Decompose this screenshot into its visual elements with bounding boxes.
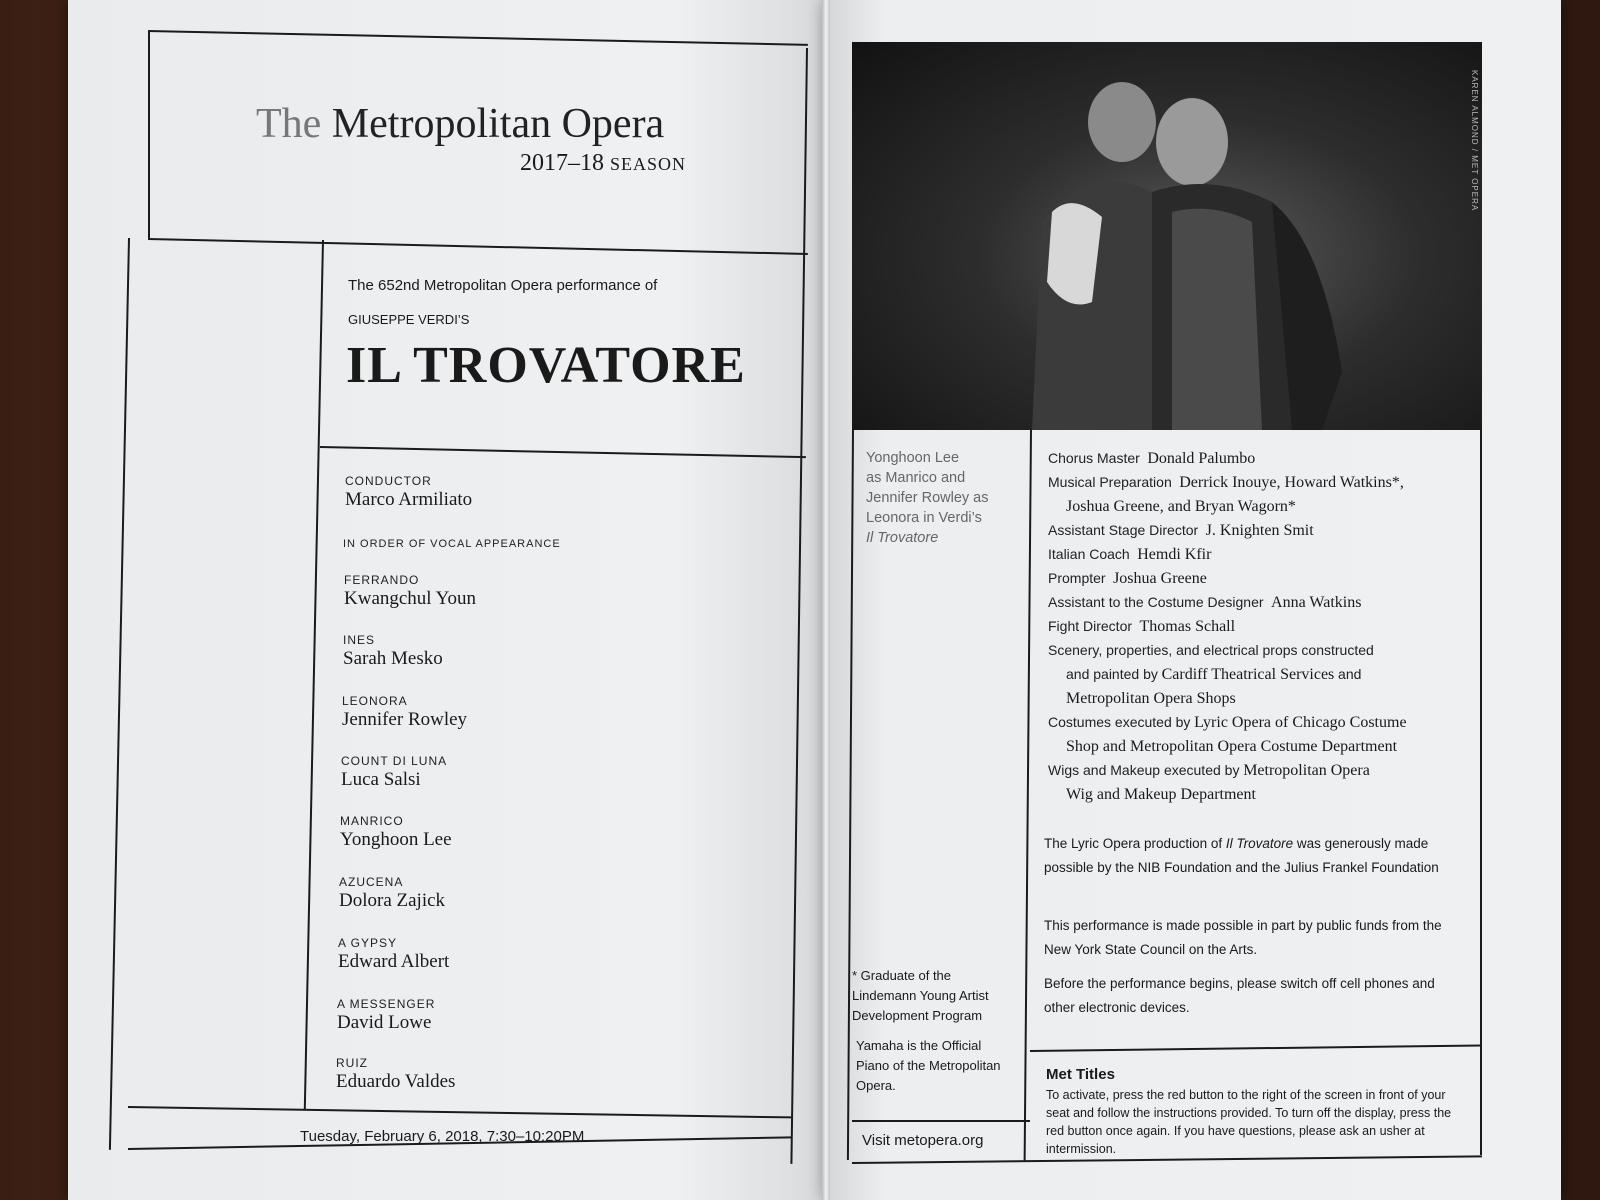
credit-row <box>1066 786 1256 804</box>
cast-name: David Lowe <box>337 1012 432 1033</box>
phones-note: Before the performance begins, please switch off cell phones and other electronic devices. <box>1044 976 1435 1015</box>
conductor-block <box>345 474 472 511</box>
credit-name: Shop and Metropolitan Opera Costume Department <box>1066 738 1398 755</box>
credit-name: Joshua Greene <box>1113 570 1207 587</box>
credit-name: Wig and Makeup Department <box>1066 786 1256 803</box>
credit-name: Thomas Schall <box>1139 618 1236 635</box>
performance-date: Tuesday, February 6, 2018, 7:30–10:20PM <box>300 1128 585 1145</box>
cast-name: Sarah Mesko <box>343 648 443 669</box>
cast-entry <box>342 694 467 731</box>
credit-label: and painted by <box>1066 666 1158 682</box>
credit-name: Derrick Inouye, Howard Watkins*, <box>1179 474 1404 491</box>
credit-name: Anna Watkins <box>1271 594 1362 611</box>
composer: GIUSEPPE VERDI’S <box>348 312 470 327</box>
cast-role: AZUCENA <box>339 875 404 889</box>
credit-label: Assistant to the Costume Designer <box>1048 594 1264 610</box>
credit-row <box>1048 570 1207 588</box>
production-photo <box>852 42 1482 430</box>
cast-role: A GYPSY <box>338 936 398 950</box>
credit-label: Fight Director <box>1048 618 1133 634</box>
credit-label: Assistant Stage Director <box>1048 522 1199 538</box>
cast-entry <box>338 936 449 973</box>
cast-entry <box>336 1056 455 1093</box>
caption-line: as Manrico and <box>866 470 966 486</box>
credit-label: Musical Preparation <box>1048 474 1172 490</box>
season-years: 2017–18 <box>520 150 604 176</box>
credit-row <box>1048 474 1404 492</box>
credit-row <box>1048 450 1255 468</box>
credit-row <box>1066 690 1236 708</box>
public-funds-note: This performance is made possible in part by public funds from the New York State Council on the Arts. <box>1044 918 1442 957</box>
performance-line: The 652nd Metropolitan Opera performance of <box>348 277 658 294</box>
cast-role: RUIZ <box>336 1056 368 1070</box>
cast-role: LEONORA <box>342 694 408 708</box>
cast-role: MANRICO <box>340 814 404 828</box>
lyric-note-part: The Lyric Opera production of <box>1044 836 1223 851</box>
cast-role: COUNT DI LUNA <box>341 754 448 768</box>
credit-row <box>1048 714 1407 732</box>
spine <box>822 0 830 1200</box>
credit-label: Italian Coach <box>1048 546 1130 562</box>
vocal-order-label: IN ORDER OF VOCAL APPEARANCE <box>343 538 561 550</box>
caption-line: Yonghoon Lee <box>866 450 960 466</box>
production-photo-art <box>852 42 1482 430</box>
lyric-note-part: was generously made possible by the NIB Foundation and the Julius Frankel Foundation <box>1044 836 1439 875</box>
met-titles-body: To activate, press the red button to the right of the screen in front of your seat and follow the instructions provided. To turn off the display, press the red button once again. If you have questions, please ask an usher at intermission. <box>1046 1088 1452 1156</box>
credit-row <box>1066 498 1296 516</box>
conductor-role: CONDUCTOR <box>345 474 432 488</box>
season-word: SEASON <box>610 154 687 174</box>
credit-label: Chorus Master <box>1048 450 1140 466</box>
cast-name: Kwangchul Youn <box>344 588 476 609</box>
credit-label: Prompter <box>1048 570 1106 586</box>
credit-name: Donald Palumbo <box>1147 450 1256 467</box>
cast-entry <box>337 997 435 1034</box>
company-title <box>256 100 664 148</box>
frame-left <box>148 32 150 238</box>
title-the: The <box>256 101 322 147</box>
caption-line: Leonora in Verdi’s <box>866 510 982 526</box>
title-opera: Opera <box>561 101 665 147</box>
credit-name: Lyric Opera of Chicago Costume <box>1194 714 1407 731</box>
cast-role: A MESSENGER <box>337 997 436 1011</box>
lyric-note <box>1044 832 1464 880</box>
caption-line: Il Trovatore <box>866 530 939 546</box>
title-metropolitan: Metropolitan <box>331 101 552 147</box>
lyric-note-title: Il Trovatore <box>1225 836 1294 851</box>
cast-name: Edward Albert <box>338 951 450 972</box>
credit-name: Joshua Greene, and Bryan Wagorn* <box>1066 498 1296 515</box>
credit-name: Hemdi Kfir <box>1137 546 1212 563</box>
footnote: * Graduate of the Lindemann Young Artist Development Program <box>852 968 989 1023</box>
credit-row <box>1048 762 1370 780</box>
credit-row <box>1048 546 1211 564</box>
credit-label: Wigs and Makeup executed by <box>1048 762 1240 778</box>
cast-name: Eduardo Valdes <box>336 1071 456 1092</box>
cast-name: Dolora Zajick <box>339 890 446 911</box>
cast-entry <box>343 633 443 670</box>
rframe-visit-divider <box>852 1120 1030 1122</box>
met-titles-heading: Met Titles <box>1046 1066 1115 1083</box>
visit-link[interactable]: Visit metopera.org <box>862 1132 984 1149</box>
cast-entry <box>344 573 476 610</box>
cast-name: Luca Salsi <box>341 769 421 790</box>
cast-entry <box>341 754 447 791</box>
cast-name: Jennifer Rowley <box>342 709 468 730</box>
season-label <box>520 150 686 177</box>
credit-label: Costumes executed by <box>1048 714 1191 730</box>
credit-row <box>1066 666 1361 684</box>
credit-row <box>1048 618 1235 636</box>
caption-line: Jennifer Rowley as <box>866 490 989 506</box>
photo-credit: KAREN ALMOND / MET OPERA <box>1470 70 1479 212</box>
credit-row <box>1066 738 1397 756</box>
credit-label: Scenery, properties, and electrical props constructed <box>1048 642 1374 658</box>
opera-title: IL TROVATORE <box>346 337 746 394</box>
cast-role: FERRANDO <box>344 573 420 587</box>
credit-name: Metropolitan Opera Shops <box>1066 690 1236 707</box>
credit-name: Metropolitan Opera <box>1243 762 1370 779</box>
yamaha-note: Yamaha is the Official Piano of the Metropolitan Opera. <box>856 1038 1001 1093</box>
photo-caption <box>866 448 1016 548</box>
credit-name: J. Knighten Smit <box>1205 522 1314 539</box>
credit-and: and <box>1338 666 1362 682</box>
cast-entry <box>340 814 452 851</box>
conductor-name: Marco Armiliato <box>345 489 473 510</box>
cast-name: Yonghoon Lee <box>340 829 452 850</box>
credit-row <box>1048 594 1361 612</box>
credit-row <box>1048 642 1374 660</box>
cast-role: INES <box>343 633 376 647</box>
credit-row <box>1048 522 1314 540</box>
cast-entry <box>339 875 445 912</box>
credit-name: Cardiff Theatrical Services <box>1161 666 1335 683</box>
